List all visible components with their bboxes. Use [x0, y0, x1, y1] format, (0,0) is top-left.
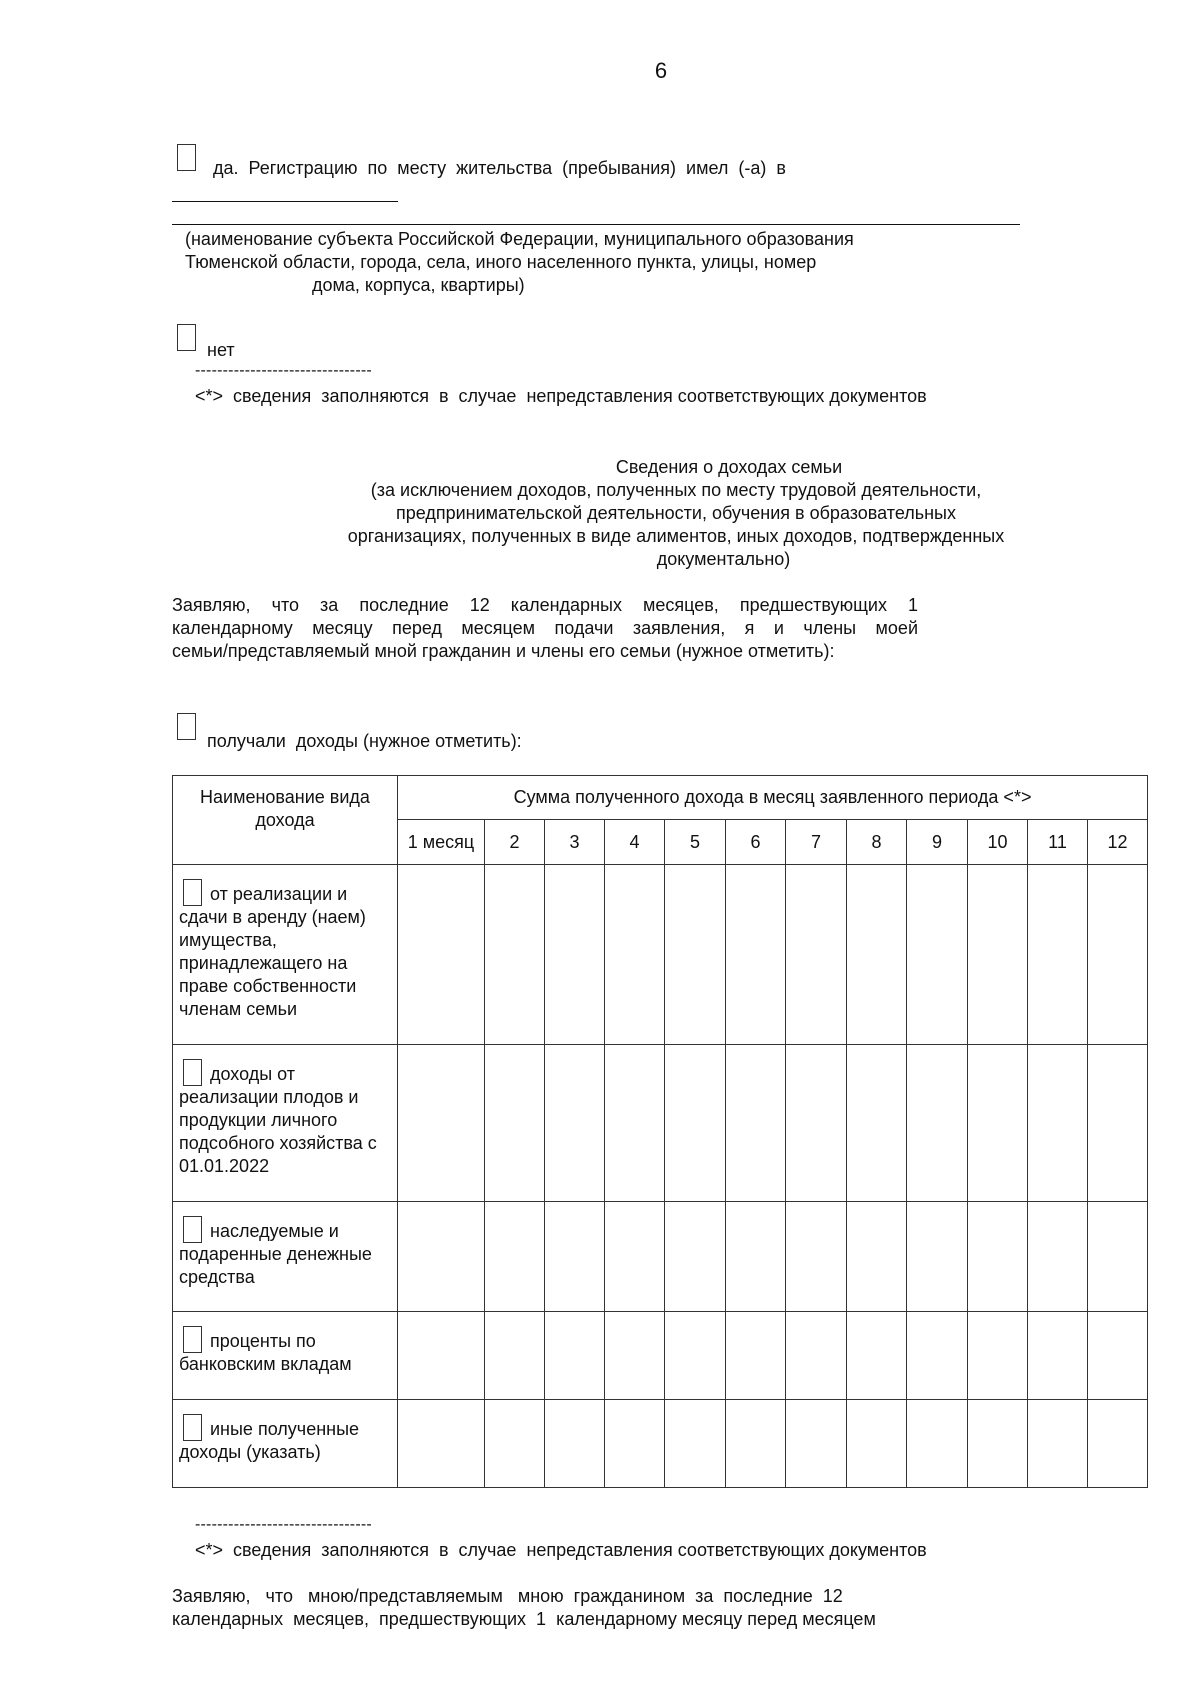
income-title: Сведения о доходах семьи [615, 457, 843, 477]
amount-cell[interactable] [907, 1312, 968, 1400]
amount-cell[interactable] [398, 1400, 485, 1488]
amount-cell[interactable] [907, 1202, 968, 1312]
amount-cell[interactable] [485, 1202, 545, 1312]
amount-cell[interactable] [847, 865, 907, 1045]
footnote1-text: <*> сведения заполняются в случае непредставления соответствующих документов [195, 386, 927, 406]
amount-cell[interactable] [605, 1045, 665, 1202]
amount-cell[interactable] [907, 865, 968, 1045]
amount-cell[interactable] [786, 1312, 847, 1400]
amount-cell[interactable] [398, 865, 485, 1045]
income-row-text: от реализации и сдачи в аренду (наем) имущества, принадлежащего на праве собственности членам семьи [179, 884, 366, 1019]
amount-cell[interactable] [485, 1400, 545, 1488]
final-statement-line-2: календарных месяцев, предшествующих 1 календарному месяцу перед месяцем [172, 1609, 876, 1629]
amount-cell[interactable] [1088, 1045, 1148, 1202]
amount-cell[interactable] [398, 1202, 485, 1312]
amount-cell[interactable] [1088, 1312, 1148, 1400]
amount-cell[interactable] [1088, 1202, 1148, 1312]
amount-cell[interactable] [485, 1045, 545, 1202]
amount-cell[interactable] [605, 1400, 665, 1488]
income-row-label [173, 1202, 398, 1312]
month-header: 4 [605, 820, 665, 865]
amount-cell[interactable] [545, 1312, 605, 1400]
income-subtitle-line-2: предпринимательской деятельности, обучения в образовательных [395, 503, 956, 523]
month-header: 9 [907, 820, 968, 865]
amount-cell[interactable] [968, 1045, 1028, 1202]
income-row-checkbox[interactable] [183, 879, 202, 906]
registration-no-text: нет [207, 340, 235, 360]
amount-cell[interactable] [605, 865, 665, 1045]
table-row [173, 865, 1148, 1045]
amount-cell[interactable] [786, 1202, 847, 1312]
month-header: 10 [968, 820, 1028, 865]
month-header: 8 [847, 820, 907, 865]
amount-cell[interactable] [665, 1045, 726, 1202]
amount-cell[interactable] [786, 1400, 847, 1488]
income-row-checkbox[interactable] [183, 1059, 202, 1086]
registration-yes-checkbox[interactable] [177, 144, 196, 171]
amount-cell[interactable] [847, 1400, 907, 1488]
month-header: 11 [1028, 820, 1088, 865]
amount-cell[interactable] [665, 1202, 726, 1312]
income-sum-header: Сумма полученного дохода в месяц заявленного периода <*> [398, 776, 1148, 820]
income-subtitle-line-4: документально) [656, 549, 791, 569]
income-row-label [173, 1045, 398, 1202]
income-row-checkbox[interactable] [183, 1216, 202, 1243]
amount-cell[interactable] [726, 1202, 786, 1312]
amount-cell[interactable] [786, 865, 847, 1045]
amount-cell[interactable] [847, 1312, 907, 1400]
amount-cell[interactable] [398, 1312, 485, 1400]
amount-cell[interactable] [665, 1312, 726, 1400]
amount-cell[interactable] [907, 1400, 968, 1488]
income-row-label [173, 865, 398, 1045]
month-header: 6 [726, 820, 786, 865]
amount-cell[interactable] [968, 865, 1028, 1045]
amount-cell[interactable] [485, 865, 545, 1045]
month-header: 1 месяц [398, 820, 485, 865]
amount-cell[interactable] [968, 1202, 1028, 1312]
amount-cell[interactable] [545, 1202, 605, 1312]
month-header: 7 [786, 820, 847, 865]
amount-cell[interactable] [665, 865, 726, 1045]
amount-cell[interactable] [545, 1045, 605, 1202]
amount-cell[interactable] [605, 1202, 665, 1312]
registration-line-short [172, 201, 398, 202]
income-row-label [173, 1400, 398, 1488]
registration-no-checkbox[interactable] [177, 324, 196, 351]
registration-hint-line-3: дома, корпуса, квартиры) [312, 275, 525, 295]
income-subtitle-line-3: организациях, полученных в виде алиментов, иных доходов, подтвержденных [347, 526, 1005, 546]
received-income-checkbox[interactable] [177, 713, 196, 740]
month-header: 2 [485, 820, 545, 865]
month-header: 12 [1088, 820, 1148, 865]
amount-cell[interactable] [1088, 1400, 1148, 1488]
income-row-text: проценты по банковским вкладам [179, 1331, 352, 1374]
income-subtitle-line-1: (за исключением доходов, полученных по месту трудовой деятельности, [370, 480, 982, 500]
table-row [173, 1045, 1148, 1202]
table-row [173, 1202, 1148, 1312]
statement-line-3: семьи/представляемый мной гражданин и члены его семьи (нужное отметить): [172, 641, 835, 661]
table-row [173, 1312, 1148, 1400]
received-income-text: получали доходы (нужное отметить): [207, 731, 522, 751]
amount-cell[interactable] [726, 1312, 786, 1400]
footnote2-text: <*> сведения заполняются в случае непредставления соответствующих документов [195, 1540, 927, 1560]
income-type-header: Наименование вида дохода [173, 776, 398, 865]
income-row-text: наследуемые и подаренные денежные средства [179, 1221, 372, 1287]
final-statement-line-1: Заявляю, что мною/представляемым мною гражданином за последние 12 [172, 1586, 843, 1606]
amount-cell[interactable] [665, 1400, 726, 1488]
income-row-text: доходы от реализации плодов и продукции личного подсобного хозяйства с 01.01.2022 [179, 1064, 377, 1176]
footnote1-dashes: -------------------------------- [195, 362, 372, 379]
amount-cell[interactable] [847, 1202, 907, 1312]
amount-cell[interactable] [726, 1045, 786, 1202]
registration-line-long[interactable] [172, 224, 1020, 225]
amount-cell[interactable] [485, 1312, 545, 1400]
amount-cell[interactable] [1028, 1312, 1088, 1400]
month-header: 5 [665, 820, 726, 865]
amount-cell[interactable] [398, 1045, 485, 1202]
income-row-text: иные полученные доходы (указать) [179, 1419, 360, 1462]
amount-cell[interactable] [605, 1312, 665, 1400]
income-row-checkbox[interactable] [183, 1326, 202, 1353]
amount-cell[interactable] [847, 1045, 907, 1202]
page-number: 6 [654, 58, 668, 83]
amount-cell[interactable] [907, 1045, 968, 1202]
amount-cell[interactable] [545, 1400, 605, 1488]
registration-yes-text: да. Регистрацию по месту жительства (пребывания) имел (-а) в [213, 158, 786, 178]
registration-hint-line-2: Тюменской области, города, села, иного населенного пункта, улицы, номер [185, 252, 817, 272]
amount-cell[interactable] [968, 1312, 1028, 1400]
amount-cell[interactable] [968, 1400, 1028, 1488]
amount-cell[interactable] [1088, 865, 1148, 1045]
amount-cell[interactable] [1028, 1045, 1088, 1202]
income-table [172, 775, 1148, 1488]
income-row-checkbox[interactable] [183, 1414, 202, 1441]
amount-cell[interactable] [726, 865, 786, 1045]
amount-cell[interactable] [1028, 865, 1088, 1045]
amount-cell[interactable] [786, 1045, 847, 1202]
month-header: 3 [545, 820, 605, 865]
amount-cell[interactable] [1028, 1202, 1088, 1312]
table-row [173, 1400, 1148, 1488]
statement-line-1: Заявляю, что за последние 12 календарных месяцев, предшествующих 1 [172, 595, 918, 615]
statement-line-2: календарному месяцу перед месяцем подачи заявления, я и члены моей [172, 618, 918, 638]
registration-hint-line-1: (наименование субъекта Российской Федерации, муниципального образования [185, 229, 854, 249]
amount-cell[interactable] [1028, 1400, 1088, 1488]
income-row-label [173, 1312, 398, 1400]
footnote2-dashes: -------------------------------- [195, 1516, 372, 1533]
amount-cell[interactable] [726, 1400, 786, 1488]
amount-cell[interactable] [545, 865, 605, 1045]
